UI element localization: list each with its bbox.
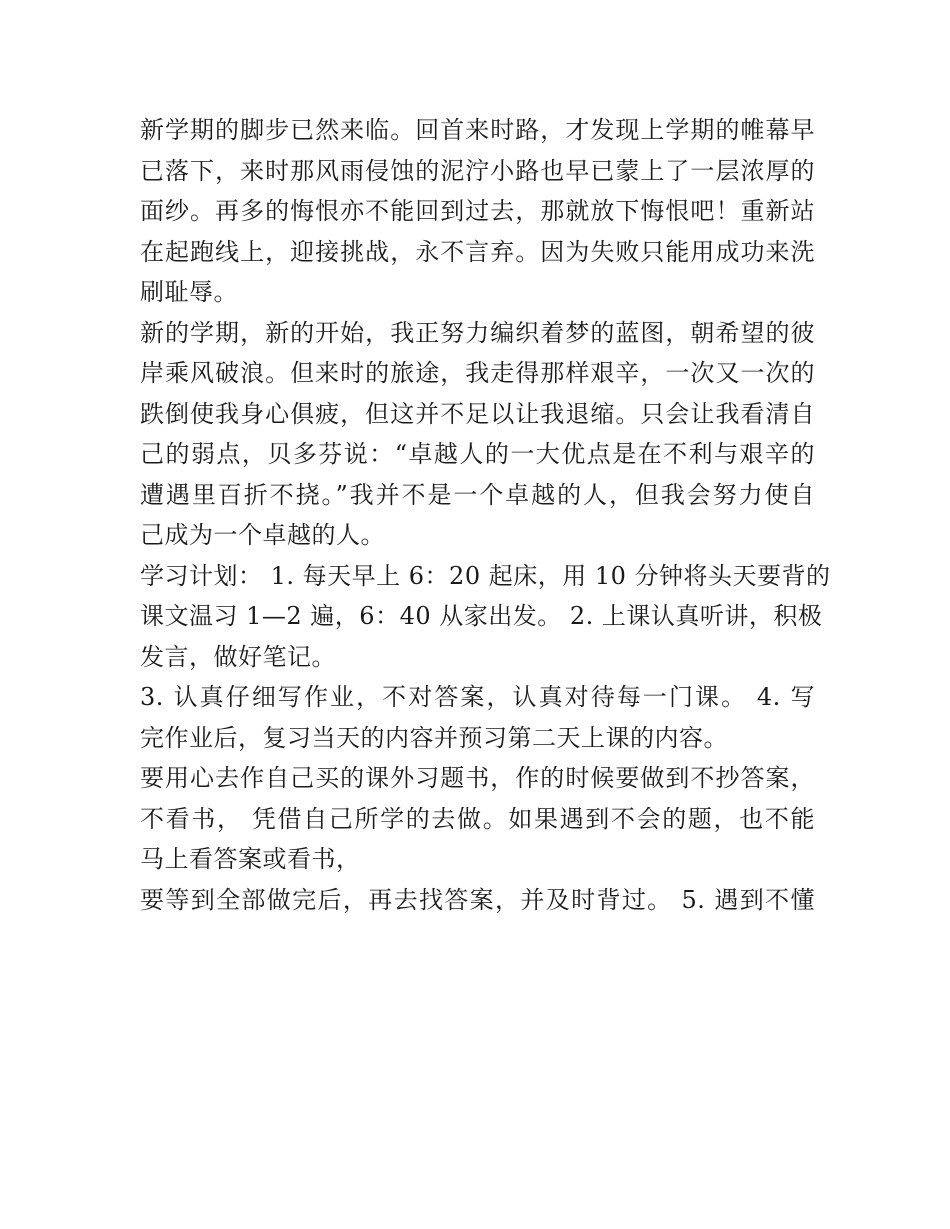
text-line: 发言，做好笔记。 xyxy=(140,642,336,671)
paragraph-answers xyxy=(140,880,815,920)
text-line: 不看书， 凭借自己所学的去做。如果遇到不会的题，也不能 xyxy=(140,804,815,833)
text-line: 要等到全部做完后，再去找答案，并及时背过。 5. 遇到不懂 xyxy=(140,885,815,914)
text-line: 3. 认真仔细写作业，不对答案，认真对待每一门课。 4. 写 xyxy=(140,683,815,711)
paragraph-plan-items xyxy=(140,677,815,758)
paragraph-intro xyxy=(140,110,815,312)
paragraph-study-plan xyxy=(140,556,831,677)
text-line: 学习计划： 1. 每天早上 6：20 起床，用 10 分钟将头天要背的 xyxy=(140,561,831,590)
text-line: 要用心去作自己买的课外习题书，作的时候要做到不抄答案， xyxy=(140,764,815,792)
text-line: 己的弱点，贝多芬说：“卓越人的一大优点是在不利与艰辛的 xyxy=(140,440,815,468)
text-line: 己成为一个卓越的人。 xyxy=(140,521,385,549)
text-line: 马上看答案或看书， xyxy=(140,845,361,873)
paragraph-exercise-books xyxy=(140,758,815,879)
text-line: 刷耻辱。 xyxy=(140,278,238,306)
text-line: 完作业后，复习当天的内容并预习第二天上课的内容。 xyxy=(140,723,728,752)
text-line: 在起跑线上，迎接挑战，永不言弃。因为失败只能用成功来洗 xyxy=(140,237,815,266)
text-line: 面纱。再多的悔恨亦不能回到过去，那就放下悔恨吧！重新站 xyxy=(140,197,815,225)
text-line: 新学期的脚步已然来临。回首来时路，才发现上学期的帷幕早 xyxy=(140,116,815,144)
text-line: 岸乘风破浪。但来时的旅途，我走得那样艰辛，一次又一次的 xyxy=(140,359,815,387)
paragraph-new-semester xyxy=(140,313,815,556)
text-line: 跌倒使我身心俱疲，但这并不足以让我退缩。只会让我看清自 xyxy=(140,399,815,428)
text-line: 新的学期，新的开始，我正努力编织着梦的蓝图，朝希望的彼 xyxy=(140,318,815,347)
text-line: 课文温习 1—2 遍，6：40 从家出发。 2. 上课认真听讲，积极 xyxy=(140,602,823,630)
text-line: 遭遇里百折不挠。”我并不是一个卓越的人，但我会努力使自 xyxy=(140,480,815,509)
document-page xyxy=(140,110,831,920)
text-line: 已落下，来时那风雨侵蚀的泥泞小路也早已蒙上了一层浓厚的 xyxy=(140,156,815,185)
